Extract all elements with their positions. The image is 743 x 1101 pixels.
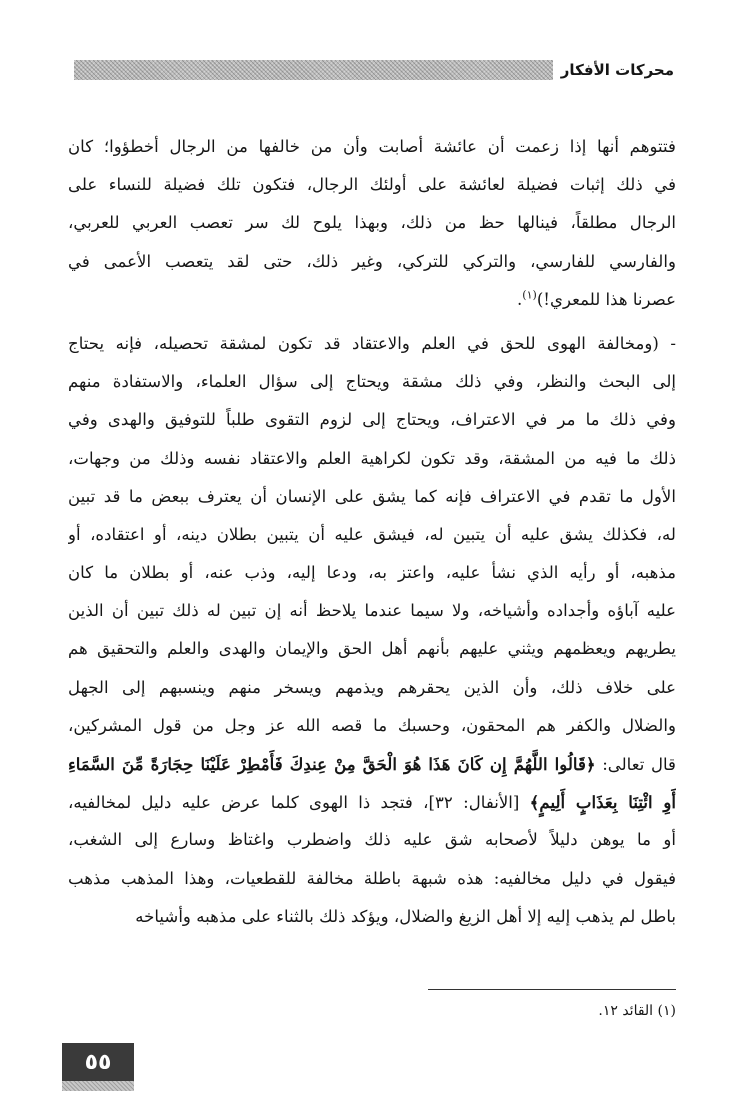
text-line: على خلاف ذلك، وأن الذين يحقرهم ويذمهم ويسخر منهم وينسبهم إلى الجهل <box>68 677 676 697</box>
footnote: (١) القائد ١٢. <box>598 1003 676 1019</box>
footnote-divider <box>428 989 676 990</box>
text-line <box>68 783 676 821</box>
text-line: عليه آباؤه وأجداده وأشياخه، ولا سيما عندما يلاحظ أنه إن تبين له ذلك تبين أن الذين <box>68 601 676 621</box>
text-line: والفارسي للفارسي، والتركي للتركي، وغير ذلك، حتى لقد يتعصب الأعمى في <box>68 251 676 271</box>
text-line: في ذلك إثبات فضيلة لعائشة على أولئك الرجال، فتكون تلك فضيلة للنساء على <box>68 175 676 195</box>
paragraph-end-mark: . <box>517 289 523 309</box>
text-after-verse: ، فتجد ذا الهوى كلما عرض عليه دليل لمخالفيه، <box>68 793 429 813</box>
text-line: أو ما يوهن دليلاً لأصحابه شق عليه ذلك واضطرب واغتاظ وسارع إلى الشغب، <box>68 830 676 850</box>
page-number-badge <box>62 1043 134 1081</box>
footnote-reference: (١) <box>522 288 537 302</box>
quran-verse-part2: أَوِ ائْتِنَا بِعَذَابٍ أَلِيمٍ﴾ <box>529 792 676 813</box>
page-number: ٥٥ <box>84 1049 112 1075</box>
body-text <box>68 128 676 936</box>
text-line: له، فكذلك يشق عليه أن يتبين له، فيشق عليه أن يتبين بطلان دينه، أو اعتقاده، أو <box>68 524 676 544</box>
text-line: - (ومخالفة الهوى للحق في العلم والاعتقاد قد تكون لمشقة تحصيله، فإنه يحتاج <box>68 333 676 353</box>
text-line: والضلال والكفر هم المحقون، وحسبك ما قصه الله عز وجل من قول المشركين، <box>68 715 676 735</box>
text-line <box>68 281 676 319</box>
text-line: الأول ما تقدم في الاعتراف فإنه كما يشق على الإنسان أن يعترف ببعض ما قد تبين <box>68 486 676 506</box>
verse-intro: قال تعالى: <box>595 755 676 774</box>
quran-verse-part1: ﴿قَالُوا اللَّهُمَّ إِن كَانَ هَذَا هُوَ الْحَقَّ مِنْ عِندِكَ فَأَمْطِرْ عَلَيْنَا حِجَارَةً مِّنَ السَّمَاءِ <box>68 754 596 774</box>
header-decorative-band <box>74 60 553 80</box>
text-line: باطل لم يذهب إليه إلا أهل الزيغ والضلال، ويؤكد ذلك بالثناء على مذهبه وأشياخه <box>135 906 676 926</box>
text-line: إلى البحث والنظر، وفي ذلك مشقة ويحتاج إلى سؤال العلماء، والاستفادة منهم <box>68 372 676 392</box>
text-line <box>68 745 676 783</box>
verse-reference: [الأنفال: ٣٢] <box>428 793 530 813</box>
text-line: مذهبه، أو رأيه الذي نشأ عليه، واعتز به، ودعا إليه، وذب عنه، أو بطلان ما كان <box>68 563 676 583</box>
text-line: الرجال مطلقاً، فينالها حظ من ذلك، وبهذا يلوح لك سر تعصب العربي للعربي، <box>68 213 676 233</box>
text-line: فيقول في دليل مخالفيه: هذه شبهة باطلة مخالفة للقطعيات، وهذا المذهب مذهب <box>68 868 676 888</box>
text-line: يطريهم ويعظمهم ويثني عليهم بأنهم أهل الحق والإيمان والهدى والعلم والتحقيق هم <box>68 639 676 659</box>
running-header <box>74 58 674 82</box>
paragraph-end-text: عصرنا هذا للمعري!) <box>536 289 676 309</box>
text-line: ذلك ما فيه من المشقة، وقد تكون لكراهية العلم والاعتقاد نفسه وذلك من وجهات، <box>68 448 676 468</box>
header-title: محركات الأفكار <box>560 61 674 79</box>
text-line: فتتوهم أنها إذا زعمت أن عائشة أصابت وأن من خالفها من الرجال أخطؤوا؛ كان <box>68 137 676 156</box>
text-line: وفي ذلك ما مر في الاعتراف، ويحتاج إلى لزوم التقوى طلباً للتوفيق والهدى وفي <box>68 410 676 430</box>
